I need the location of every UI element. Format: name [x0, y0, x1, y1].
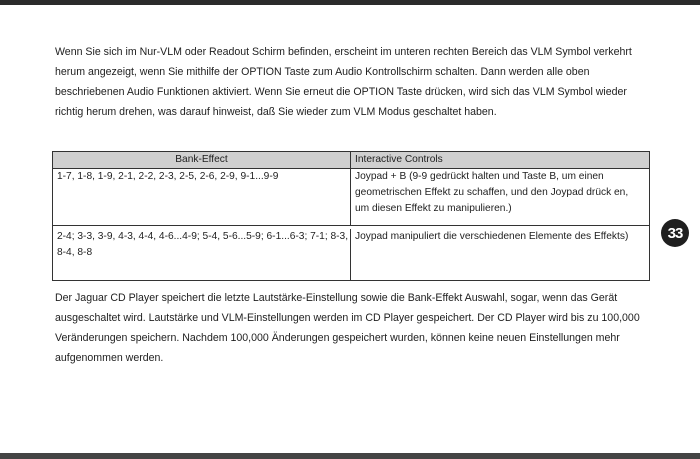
bank-effect-cell: 2-4; 3-3, 3-9, 4-3, 4-4, 4-6...4-9; 5-4, 5-6...5-9; 6-1...6-3; 7-1; 8-3, 8-4, 8-8 — [53, 229, 351, 280]
intro-paragraph: Wenn Sie sich im Nur-VLM oder Readout Schirm befinden, erscheint im unteren rechten Bereich das VLM Symbol verkehrt herum angezeigt, wenn Sie mithilfe der OPTION Taste zum Audio Kontrollschirm schalten. Dann werden alle oben beschriebenen Audio Funktionen aktiviert. Wenn Sie erneut die OPTION Taste drücken, wird sich das VLM Symbol wieder richtig herum drehen, was darauf hinweist, daß Sie wieder zum VLM Modus geschaltet haben. — [55, 46, 632, 118]
page-number-badge: 33 — [661, 219, 689, 247]
table-row — [53, 169, 649, 226]
table-header-row — [53, 152, 649, 169]
page-bottom-edge — [0, 453, 700, 459]
closing-paragraph: Der Jaguar CD Player speichert die letzte Lautstärke-Einstellung sowie die Bank-Effekt Auswahl, sogar, wenn das Gerät ausgeschaltet wird. Lautstärke und VLM-Einstellungen werden im CD Player gespeichert. Der CD Player wird bis zu 100,000 Veränderungen speichern. Nachdem 100,000 Änderungen gespeichert wurden, können keine neuen Einstellungen mehr aufgenommen werden. — [55, 292, 640, 364]
bank-effect-table — [52, 151, 650, 281]
controls-cell: Joypad manipuliert die verschiedenen Elemente des Effekts) — [355, 231, 629, 242]
table-row — [53, 226, 649, 280]
page-top-edge — [0, 0, 700, 5]
bank-effect-cell: 1-7, 1-8, 1-9, 2-1, 2-2, 2-3, 2-5, 2-6, 2-9, 9-1...9-9 — [53, 169, 351, 225]
header-interactive-controls: Interactive Controls — [355, 154, 443, 165]
header-bank-effect: Bank-Effect — [53, 152, 351, 168]
controls-cell: Joypad + B (9-9 gedrückt halten und Taste B, um einen geometrischen Effekt zu schaffen, und den Joypad drück en, um diesen Effekt zu manipulieren.) — [355, 171, 629, 214]
